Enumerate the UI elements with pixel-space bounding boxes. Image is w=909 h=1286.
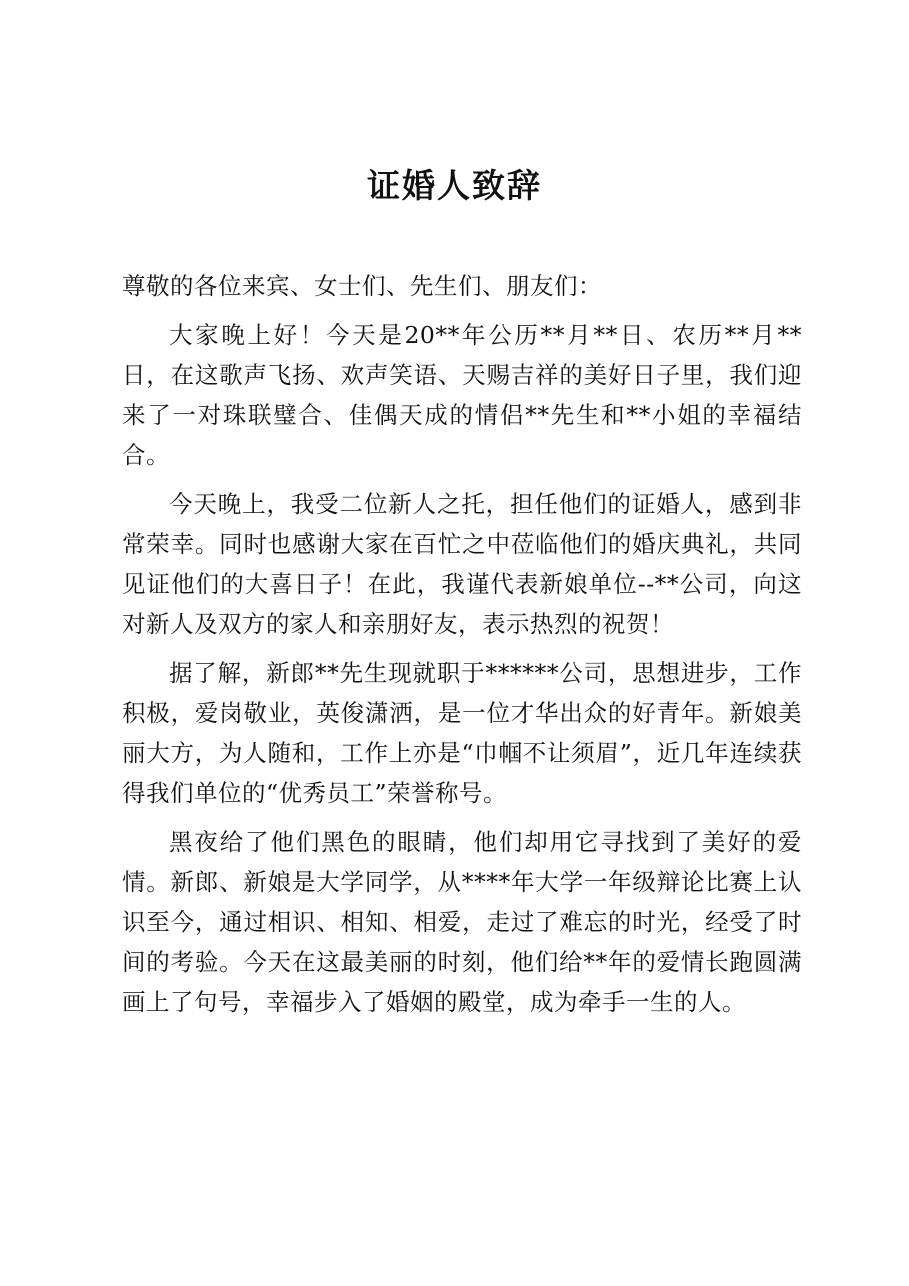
paragraph-honor: 今天晚上，我受二位新人之托，担任他们的证婚人，感到非常荣幸。同时也感谢大家在百忙之中莅临他们的婚庆典礼，共同见证他们的大喜日子！在此，我谨代表新娘单位--**公司，向这对新人及双方的家人和亲朋好友，表示热烈的祝贺！: [122, 490, 802, 638]
salutation: 尊敬的各位来宾、女士们、先生们、朋友们：: [122, 272, 602, 300]
paragraph-love-story: 黑夜给了他们黑色的眼睛，他们却用它寻找到了美好的爱情。新郎、新娘是大学同学，从****年大学一年级辩论比赛上认识至今，通过相识、相知、相爱，走过了难忘的时光，经受了时间的考验。今天在这最美丽的时刻，他们给**年的爱情长跑圆满画上了句号，幸福步入了婚姻的殿堂，成为牵手一生的人。: [122, 828, 802, 1016]
paragraph-couple-intro: 据了解，新郎**先生现就职于******公司，思想进步，工作积极，爱岗敬业，英俊潇洒，是一位才华出众的好青年。新娘美丽大方，为人随和，工作上亦是“巾帼不让须眉”，近几年连续获得我们单位的“优秀员工”荣誉称号。: [122, 659, 802, 807]
paragraph-greeting: 大家晚上好！今天是20**年公历**月**日、农历**月**日，在这歌声飞扬、欢声笑语、天赐吉祥的美好日子里，我们迎来了一对珠联璧合、佳偶天成的情侣**先生和**小姐的幸福结合。: [122, 321, 802, 469]
document-title: 证婚人致辞: [367, 166, 542, 205]
document-body: [122, 266, 802, 1031]
